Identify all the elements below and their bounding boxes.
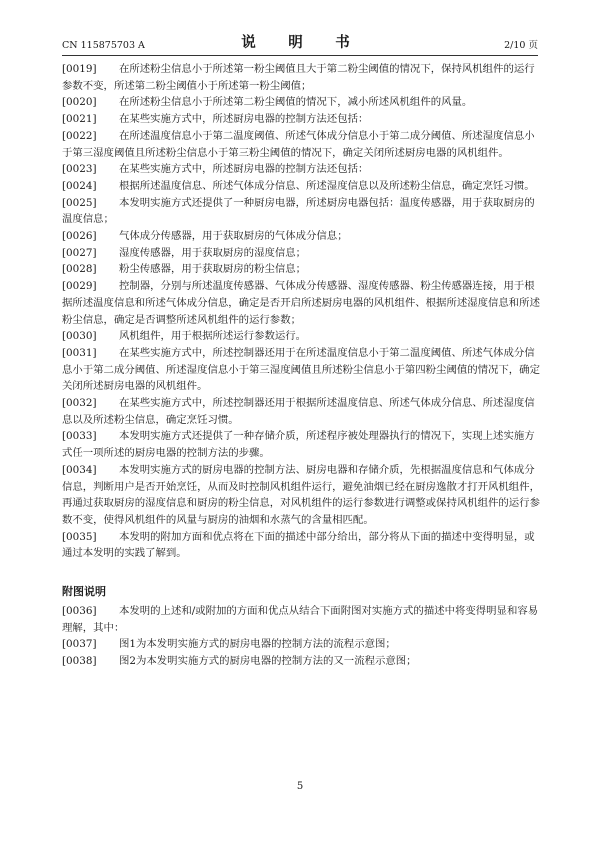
paragraph	[62, 161, 540, 178]
paragraph-number: [0028]	[62, 263, 97, 276]
paragraph	[62, 111, 540, 128]
paragraph-number: [0019]	[62, 63, 97, 75]
page-indicator: 2/10 页	[504, 40, 538, 51]
document-title: 说 明 书	[241, 34, 359, 51]
paragraph	[62, 61, 540, 94]
section-title: 附图说明	[62, 585, 106, 599]
paragraph-text: 在所述粉尘信息小于所述第一粉尘阈值且大于第二粉尘阈值的情况下，保持风机组件的运行参数不变，所述第二粉尘阈值小于所述第一粉尘阈值；	[62, 63, 535, 92]
paragraph-text: 控制器，分别与所述温度传感器、气体成分传感器、湿度传感器、粉尘传感器连接，用于根据所述温度信息和所述气体成分信息，确定是否开启所述厨房电器的风机组件、根据所述湿度信息和所述粉尘信息，确定是否调整所述风机组件的运行参数；	[62, 280, 540, 326]
paragraph-text: 本发明实施方式还提供了一种厨房电器，所述厨房电器包括：温度传感器，用于获取厨房的温度信息；	[62, 196, 535, 226]
paragraph	[62, 278, 540, 328]
paragraph	[62, 128, 540, 161]
paragraph-text: 图1为本发明实施方式的厨房电器的控制方法的流程示意图；	[119, 638, 396, 651]
page-number: 5	[296, 781, 304, 792]
paragraph-text: 本发明实施方式的厨房电器的控制方法、厨房电器和存储介质，先根据温度信息和气体成分信息，判断用户是否开始烹饪，从而及时控制风机组件运行，避免油烟已经在厨房逸散才打开风机组件，再通过获取厨房的湿度信息和厨房的粉尘信息，对风机组件的运行参数进行调整或保持风机组件的运行参数不变，使得风机组件的风量与厨房的油烟和水蒸气的含量相匹配。	[62, 463, 540, 526]
paragraph-number: [0020]	[62, 96, 97, 109]
paragraph-number: [0027]	[62, 246, 97, 259]
publication-number: CN 115875703 A	[62, 40, 145, 51]
paragraph-number: [0033]	[62, 430, 97, 443]
paragraph-number: [0025]	[62, 196, 97, 209]
paragraph	[62, 328, 540, 345]
paragraph-number: [0021]	[62, 113, 97, 126]
page-header	[62, 33, 538, 56]
paragraph-number: [0024]	[62, 179, 97, 192]
paragraph	[62, 462, 540, 529]
paragraph	[62, 261, 540, 278]
document-body	[62, 61, 540, 670]
paragraph	[62, 178, 540, 195]
paragraph-number: [0037]	[62, 638, 97, 651]
paragraph-text: 粉尘传感器，用于获取厨房的粉尘信息；	[119, 263, 307, 276]
paragraph-text: 本发明的附加方面和优点将在下面的描述中部分给出，部分将从下面的描述中变得明显，或通过本发明的实践了解到。	[62, 530, 535, 560]
paragraph	[62, 653, 540, 670]
paragraph	[62, 603, 540, 636]
paragraph-text: 在某些实施方式中，所述控制器还用于根据所述温度信息、所述气体成分信息、所述湿度信息以及所述粉尘信息，确定烹饪习惯。	[62, 397, 535, 426]
paragraph-group	[62, 61, 540, 562]
paragraph	[62, 245, 540, 262]
paragraph-text: 气体成分传感器，用于获取厨房的气体成分信息；	[119, 230, 348, 243]
paragraph-number: [0022]	[62, 129, 97, 142]
paragraph-text: 在某些实施方式中，所述控制器还用于在所述温度信息小于第二温度阈值、所述气体成分信息小于第二成分阈值、所述湿度信息小于第三湿度阈值且所述粉尘信息小于第四粉尘阈值的情况下，确定关闭所述厨房电器的风机组件。	[62, 346, 540, 393]
paragraph-number: [0031]	[62, 346, 97, 359]
paragraph-number: [0032]	[62, 397, 97, 410]
paragraph-group	[62, 603, 540, 670]
paragraph-text: 在所述温度信息小于第二温度阈值、所述气体成分信息小于第二成分阈值、所述湿度信息小于第三湿度阈值且所述粉尘信息小于第三粉尘阈值的情况下，确定关闭所述厨房电器的风机组件。	[62, 129, 535, 159]
paragraph-text: 本发明实施方式还提供了一种存储介质，所述程序被处理器执行的情况下，实现上述实施方式任一项所述的厨房电器的控制方法的步骤。	[62, 430, 535, 460]
paragraph	[62, 94, 540, 111]
paragraph-number: [0035]	[62, 530, 97, 543]
paragraph	[62, 345, 540, 395]
paragraph-number: [0030]	[62, 330, 97, 343]
paragraph-number: [0036]	[62, 604, 97, 617]
paragraph	[62, 228, 540, 245]
paragraph-text: 风机组件，用于根据所述运行参数运行。	[119, 330, 307, 343]
paragraph-text: 在某些实施方式中，所述厨房电器的控制方法还包括：	[119, 163, 369, 176]
paragraph-number: [0038]	[62, 654, 97, 667]
paragraph-number: [0029]	[62, 280, 97, 293]
paragraph	[62, 529, 540, 562]
paragraph-text: 在所述粉尘信息小于所述第二粉尘阈值的情况下，减小所述风机组件的风量。	[119, 96, 473, 109]
paragraph-text: 根据所述温度信息、所述气体成分信息、所述湿度信息以及所述粉尘信息，确定烹饪习惯。	[119, 179, 535, 192]
paragraph-number: [0023]	[62, 163, 97, 176]
paragraph	[62, 195, 540, 228]
paragraph-text: 在某些实施方式中，所述厨房电器的控制方法还包括：	[119, 113, 369, 126]
paragraph	[62, 395, 540, 428]
paragraph	[62, 636, 540, 653]
paragraph-text: 图2为本发明实施方式的厨房电器的控制方法的又一流程示意图；	[119, 654, 417, 667]
paragraph-number: [0034]	[62, 463, 97, 476]
paragraph-text: 湿度传感器，用于获取厨房的湿度信息；	[119, 246, 307, 259]
paragraph	[62, 428, 540, 461]
paragraph-text: 本发明的上述和/或附加的方面和优点从结合下面附图对实施方式的描述中将变得明显和容易理解，其中：	[62, 604, 539, 634]
paragraph-number: [0026]	[62, 230, 97, 243]
